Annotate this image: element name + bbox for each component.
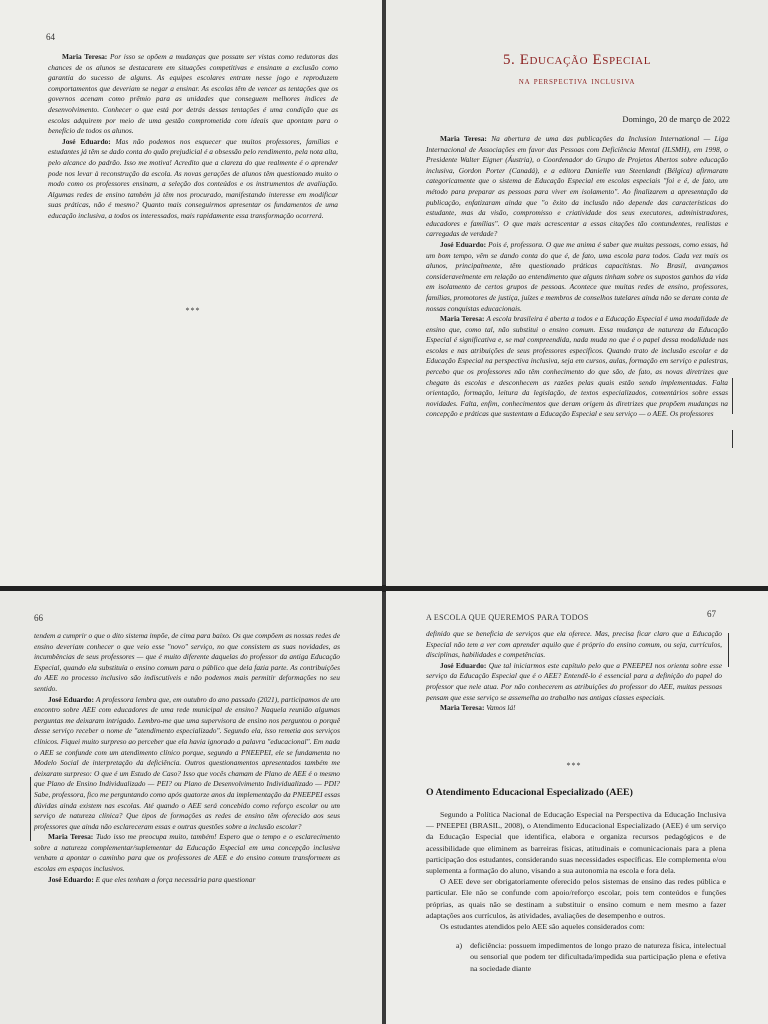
paragraph-text: A escola brasileira é aberta a todos e a Educação Especial é uma modalidade de ensino que, como tal, não substitui o ensino comum. Essa mudança de natureza da Educação Especial é significativa e, se mal compreendida, nada muda no que é o papel dessa modalidade nas escolas e nas atribuições de seus professores específicos. Quando trato de inclusão escolar e da Educação Especial na perspectiva inclusiva, seja em cursos, aulas, formação em serviço e palestras, percebo que os professores não têm conhecimento do que são, de fato, as novas diretrizes que chegam às escolas e desconhecem as razões pelas quais estão sendo implementadas. Falta orientação, formação, leitura da legislação, de textos especializados, comentários sobre essas novidades. Falta, enfim, conhecimentos que deram origem às diretrizes que propõem mudanças na concepção e práticas que sustentam a Educação Especial e seu serviço — o AEE. Os professores (426, 314, 728, 419)
page-body (426, 134, 728, 420)
page-number: 67 (707, 609, 716, 619)
page-body (426, 629, 722, 714)
paragraph-text: A professora lembra que, em outubro do ano passado (2021), participamos de um encontro sobre AEE com educadores de uma rede municipal de ensino? Naquela reunião algumas perguntas me deixaram intrigado. Lembro-me que uma supervisora de ensino nos perguntou o porquê desse serviço receber o nome de "atendimento especializado". Segundo ela, isso remetia aos serviços clínicos. Fiquei muito surpreso ao perceber que ela havia ignorado a palavra "educacional". Em nada o AEE se confunde com um atendimento clínico porque, segundo a PNEEPEI, ele se fundamenta no Modelo Social de interpretação da deficiência. Outros questionamentos apresentados também me deixaram surpreso: O que é um Estudo de Caso? Isso que vocês chamam de Plano de AEE é o mesmo que Plano de Ensino Individualizado — PEI? ou Plano de Desenvolvimento Individualizado — PDI? Sabe, professora, fico me perguntando como após quatorze anos da implementação da PNEEPEI essas dúvidas ainda existem nas escolas. Até quando o AEE será concebido como reforço escolar ou um serviço de natureza clínica? Que tipos de formações as redes de ensino têm oferecido aos seus professores que ainda não esclareceram essas e outras questões sobre a inclusão escolar? (34, 694, 341, 831)
paragraph-text: Vamos lá! (486, 703, 516, 713)
page-number: 66 (34, 613, 43, 623)
dialogue-paragraph (34, 695, 340, 833)
paragraph-text: Por isso se opõem a mudanças que possam ser vistas como redutoras das chances de os alunos se destacarem em situações competitivas e ensinam a exclusão como garantia do sucesso de alguns. As equipes escolares entram nesse jogo e reproduzem comportamentos que deveriam se negar a ensinar. As escolas têm de vencer as tentações que os governos acenam como prêmio para as unidades que conseguem melhores índices de desenvolvimento. Conhecer o que está por detrás dessas tentações é uma condição que as escolas adquirem por meio de uma gestão comprometida com ideais que apontam para o benefício de todos os alunos. (48, 52, 338, 136)
dialogue-paragraph (426, 314, 728, 420)
dialogue-paragraph (48, 137, 338, 222)
paragraph-text: Na abertura de uma das publicações da Inclusion International — Liga Internacional de Associações em favor das Pessoas com Deficiência Mental (ILSMH), em 1998, o Presidente Walter Eigner (Áustria), o Coordenador do Grupo de Projetos Abertos sobre educação inclusiva, Gordon Porter (Canadá), e a editora Danielle van Steenlandt (Bélgica) afirmaram categoricamente que o sistema de Educação Especial em escolas especiais "foi e é, de fato, um método para preparar as pessoas para viver em isolamento". Ao finalizarem a apresentação da publicação, enfatizaram ainda que "o êxito da inclusão não depende das características do estudante, mas da visão, compromisso e criatividade dos seus executores, administradores, educadores e famílias". O que mais acrescentar a essas citações tão contundentes, realistas e carregadas de verdade? (426, 134, 729, 239)
margin-mark (728, 633, 729, 667)
page-65 (386, 0, 768, 586)
page-67 (386, 591, 768, 1024)
paragraph-text: Tudo isso me preocupa muito, também! Espero que o tempo e o esclarecimento sobre a natureza complementar/suplementar da Educação Especial em uma concepção inclusiva venham a apontar o caminho para que os professores de AEE e do ensino comum transformem as escolas em espaços inclusivos. (34, 832, 340, 874)
margin-mark (732, 430, 733, 448)
chapter-subtitle: na perspectiva inclusiva (518, 76, 636, 87)
speaker-name: Maria Teresa: (62, 52, 108, 61)
page-64 (0, 0, 382, 586)
speaker-name: José Eduardo: (440, 660, 487, 670)
section-break: *** (566, 761, 582, 770)
paragraph-text: definido que se beneficia de serviços que ela oferece. Mas, precisa ficar claro que a Educação Especial não tem a ver com aprender aquilo que é próprio do ensino comum, ou seja, currículos, disciplinas, habilidades e competências. (426, 629, 722, 660)
page-body (48, 52, 338, 222)
dialogue-paragraph (34, 875, 340, 886)
speaker-name: Maria Teresa: (440, 134, 487, 143)
page-66 (0, 591, 382, 1024)
dialogue-paragraph (426, 134, 728, 240)
margin-mark (30, 777, 31, 841)
chapter-date: Domingo, 20 de março de 2022 (622, 114, 730, 124)
chapter-title: 5. Educação Especial (502, 52, 652, 68)
section-paragraph: Os estudantes atendidos pelo AEE são aqueles considerados com: (440, 922, 645, 932)
dialogue-paragraph (34, 631, 340, 695)
dialogue-paragraph (426, 240, 728, 314)
running-head: A ESCOLA QUE QUEREMOS PARA TODOS (426, 613, 589, 622)
dialogue-paragraph (48, 52, 338, 137)
paragraph-text: Mas não podemos nos esquecer que muitos professores, famílias e estudantes já têm se dado conta do quão prejudicial é a obsessão pelo rendimento, pela nota alta, pelo alcance do padrão. Isso me motiva! Acredito que a clareza do que realmente é o aprender pode nos levar à reconstrução da escola. As novas gerações de alunos têm questionado muito o modo como os professores ensinam, a seleção dos conteúdos e os instrumentos de avaliação. Algumas redes de ensino também já têm nos procurado, manifestando interesse em modificar suas práticas, não é mesmo? Quanto mais conseguirmos apresentar os fundamentos de uma educação inclusiva, a todos os interessados, mais rapidamente essa transformação ocorrerá. (48, 136, 338, 220)
speaker-name: Maria Teresa: (440, 703, 485, 713)
paragraph-text: E que eles tenham a força necessária para questionar (95, 874, 256, 884)
speaker-name: José Eduardo: (48, 874, 94, 884)
list-marker: a) (456, 941, 463, 951)
paragraph-text: Que tal iniciarmos este capítulo pelo que a PNEEPEI nos orienta sobre esse serviço da Educação Especial que é o AEE? Entendê-lo é essencial para a definição do papel do professor que nele atua. Por não conhecerem as atribuições do professor do AEE, muitas pessoas pensam que esse serviço se assemelha ao trabalho nas antigas classes especiais. (426, 660, 722, 702)
section-body (426, 809, 726, 974)
speaker-name: José Eduardo: (62, 136, 111, 146)
dialogue-paragraph (426, 703, 722, 714)
page-body (34, 631, 340, 885)
speaker-name: José Eduardo: (440, 239, 487, 249)
margin-mark (732, 378, 733, 414)
dialogue-paragraph (34, 832, 340, 874)
speaker-name: José Eduardo: (48, 694, 94, 704)
dialogue-paragraph (426, 629, 722, 661)
section-paragraph: O AEE deve ser obrigatoriamente oferecido pelos sistemas de ensino das redes pública e particular. Ele não se confunde com apoio/reforço escolar, pois tem conteúdos e funções próprias, as quais não se destinam a substituir o ensino comum e nem mesmo a fazer adaptações aos currículos, às atividades, avaliações de desempenho e outros. (426, 877, 726, 920)
section-break: *** (185, 306, 201, 315)
speaker-name: Maria Teresa: (48, 832, 94, 842)
speaker-name: Maria Teresa: (440, 314, 485, 324)
list-item (456, 940, 726, 974)
page-number: 64 (46, 32, 55, 42)
dialogue-paragraph (426, 661, 722, 703)
section-paragraph: Segundo a Política Nacional de Educação Especial na Perspectiva da Educação Inclusiva — PNEEPEI (BRASIL, 2008), o Atendimento Educacional Especializado (AEE) é um serviço da Educação Especial que identifica, elabora e organiza recursos pedagógicos e de acessibilidade que eliminem as barreiras físicas, atitudinais e comunicacionais para a plena participação dos estudantes, considerando suas necessidades específicas. Ele complementa e/ou suplementa a formação do aluno, visando a sua autonomia na escola e fora dela. (426, 810, 726, 876)
section-title: O Atendimento Educacional Especializado (AEE) (426, 787, 633, 798)
paragraph-text: Pois é, professora. O que me anima é saber que muitas pessoas, como essas, há um bom tempo, vêm se dando conta do que é, de fato, uma escola para todos. Cada vez mais os alunos, principalmente, têm questionado práticas capacitistas. No Brasil, avançamos consideravelmente em relação ao entendimento que alguns tinham sobre os supostos ganhos da vida em isolamento de certos grupos de pessoas. Acontece que muitas redes de ensino, professores, famílias, promotores de justiça, juízes e membros de conselhos tutelares ainda não se deram conta de nossas conquistas educacionais. (426, 239, 728, 313)
list-text: deficiência: possuem impedimentos de longo prazo de natureza física, intelectual ou sensorial que podem ter dificultada/impedida sua participação plena e efetiva na sociedade diante (470, 941, 726, 973)
paragraph-text: tendem a cumprir o que o dito sistema impõe, de cima para baixo. Os que compõem as nossas redes de ensino deveriam conhecer o que veio esse "novo" serviço, no que consistem as suas novidades, as incumbências de seus professores — que é muito diferente daquelas do professor da antiga Educação Especial, quando ela substituía o ensino comum para o público que dela fazia parte. As contribuições do AEE no processo inclusivo são indiscutíveis e não podemos mais permitir deformações no seu sentido. (34, 631, 340, 693)
